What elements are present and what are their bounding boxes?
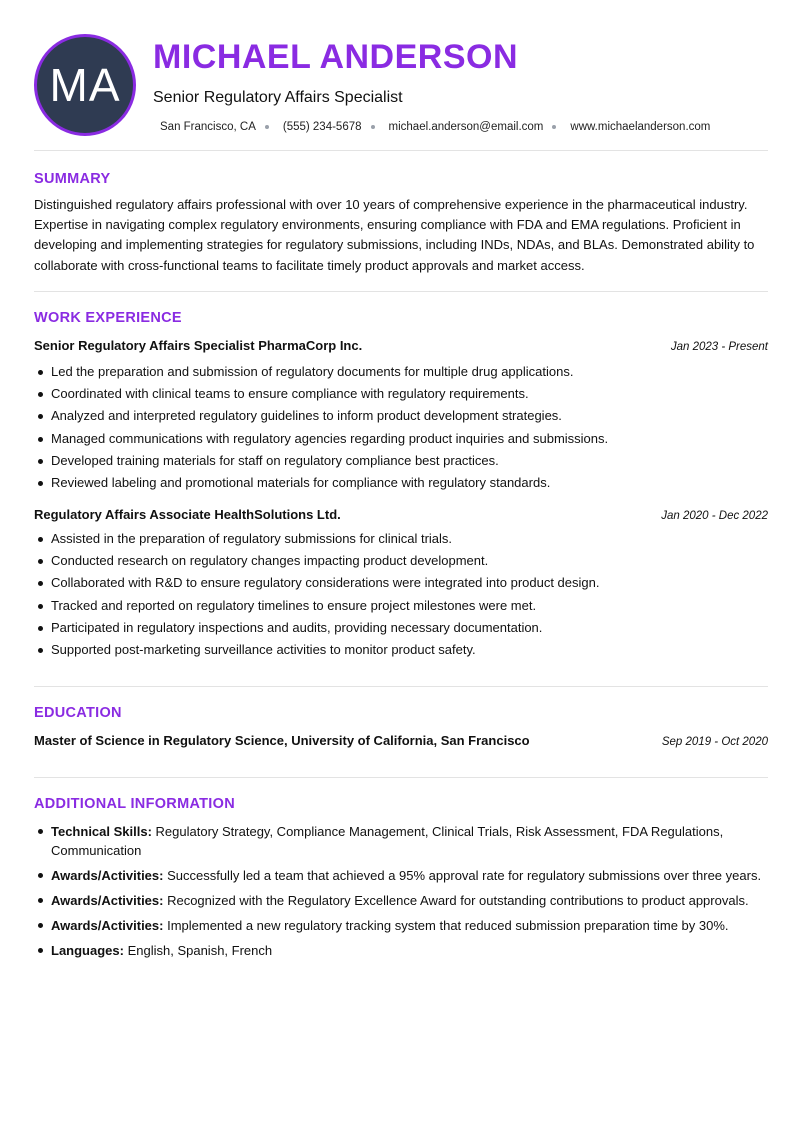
contact-website[interactable]: www.michaelanderson.com — [570, 121, 711, 133]
education-entry — [34, 733, 768, 748]
bullet-separator-icon — [265, 125, 269, 129]
item-label: Awards/Activities: — [51, 918, 164, 933]
bullet-separator-icon — [371, 125, 375, 129]
bullet-separator-icon — [552, 125, 556, 129]
job-dates: Jan 2020 - Dec 2022 — [661, 510, 768, 522]
additional-info-list — [34, 822, 791, 966]
item-text: English, Spanish, French — [123, 943, 273, 958]
list-item: Conducted research on regulatory changes impacting product development. — [51, 550, 791, 572]
list-item — [51, 822, 791, 860]
contact-phone: (555) 234-5678 — [282, 121, 362, 133]
list-item — [51, 866, 791, 885]
list-item: Reviewed labeling and promotional materials for compliance with regulatory standards. — [51, 472, 791, 494]
list-item: Collaborated with R&D to ensure regulatory considerations were integrated into product design. — [51, 572, 791, 594]
list-item: Participated in regulatory inspections and audits, providing necessary documentation. — [51, 617, 791, 639]
job-header — [34, 507, 768, 522]
job-title: Regulatory Affairs Associate HealthSolutions Ltd. — [34, 507, 341, 522]
list-item — [51, 941, 791, 960]
list-item: Supported post-marketing surveillance activities to monitor product safety. — [51, 639, 791, 661]
contact-email[interactable]: michael.anderson@email.com — [388, 121, 544, 133]
item-label: Languages: — [51, 943, 124, 958]
avatar — [34, 34, 136, 136]
education-degree: Master of Science in Regulatory Science, University of California, San Francisco — [34, 733, 530, 748]
list-item: Assisted in the preparation of regulatory submissions for clinical trials. — [51, 528, 791, 550]
contact-line — [160, 121, 710, 133]
section-title-summary: SUMMARY — [34, 171, 111, 187]
job-bullets — [34, 528, 791, 661]
section-title-education: EDUCATION — [34, 705, 122, 721]
item-text: Regulatory Strategy, Compliance Management, Clinical Trials, Risk Assessment, FDA Regulations, Communication — [51, 824, 724, 858]
job-dates: Jan 2023 - Present — [670, 341, 768, 353]
section-divider — [34, 686, 768, 687]
list-item: Tracked and reported on regulatory timelines to ensure project milestones were met. — [51, 595, 791, 617]
section-divider — [34, 150, 768, 151]
section-title-experience: WORK EXPERIENCE — [34, 310, 182, 326]
list-item: Led the preparation and submission of regulatory documents for multiple drug applications. — [51, 361, 791, 383]
list-item: Coordinated with clinical teams to ensure compliance with regulatory requirements. — [51, 383, 791, 405]
list-item — [51, 916, 791, 935]
section-divider — [34, 777, 768, 778]
list-item — [51, 891, 791, 910]
item-text: Implemented a new regulatory tracking system that reduced submission preparation time by 30%. — [163, 918, 729, 933]
education-dates: Sep 2019 - Oct 2020 — [661, 736, 768, 748]
list-item: Developed training materials for staff on regulatory compliance best practices. — [51, 450, 791, 472]
item-label: Awards/Activities: — [51, 893, 164, 908]
job-header — [34, 338, 768, 353]
summary-text: Distinguished regulatory affairs professional with over 10 years of comprehensive experience in the pharmaceutical industry. Expertise in navigating complex regulatory environments, ensuring compliance with FDA and EMA regulations. Proficient in developing and implementing strategies for regulatory submissions, including INDs, NDAs, and BLAs. Demonstrated ability to collaborate with cross-functional teams to facilitate timely product approvals and market access. — [34, 197, 755, 273]
job-bullets — [34, 361, 791, 494]
candidate-headline: Senior Regulatory Affairs Specialist — [153, 89, 403, 106]
list-item: Analyzed and interpreted regulatory guidelines to inform product development strategies. — [51, 405, 791, 427]
list-item: Managed communications with regulatory agencies regarding product inquiries and submissions. — [51, 428, 791, 450]
section-divider — [34, 291, 768, 292]
item-text: Successfully led a team that achieved a 95% approval rate for regulatory submissions over three years. — [163, 868, 762, 883]
item-label: Technical Skills: — [51, 824, 152, 839]
contact-location: San Francisco, CA — [160, 121, 256, 133]
job-title: Senior Regulatory Affairs Specialist PharmaCorp Inc. — [34, 338, 363, 353]
item-text: Recognized with the Regulatory Excellence Award for outstanding contributions to product approvals. — [163, 893, 749, 908]
candidate-name: MICHAEL ANDERSON — [153, 38, 519, 76]
avatar-initials: MA — [49, 59, 121, 111]
section-title-additional: ADDITIONAL INFORMATION — [34, 796, 235, 812]
item-label: Awards/Activities: — [51, 868, 164, 883]
